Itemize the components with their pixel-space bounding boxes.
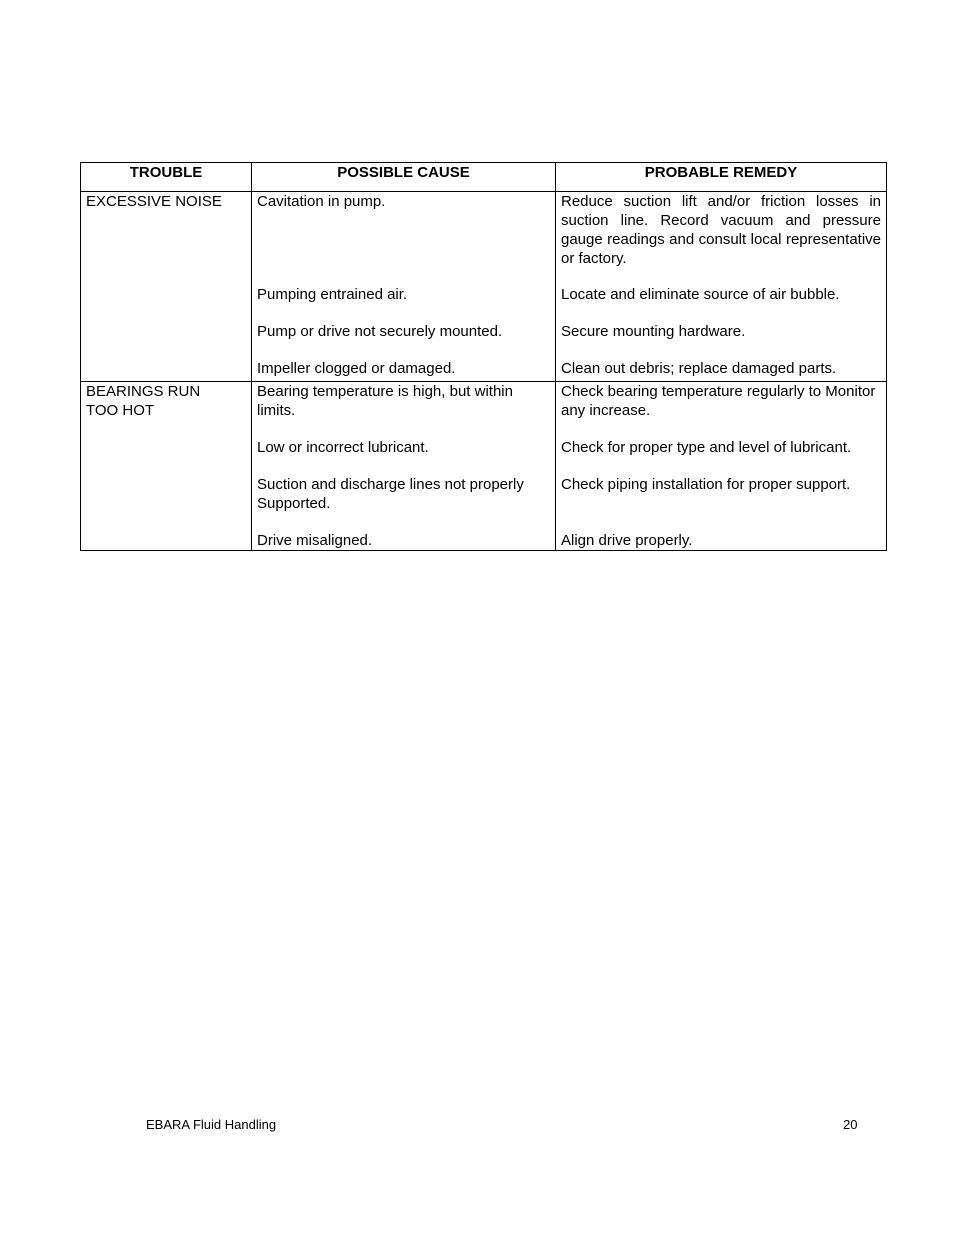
cause-item: Pumping entrained air.	[257, 286, 408, 303]
cause-cell	[252, 382, 556, 551]
table-row	[81, 192, 887, 382]
remedy-item: Locate and eliminate source of air bubble.	[561, 286, 840, 303]
cause-item: Bearing temperature is high, but within limits.	[257, 383, 513, 419]
remedy-item: Reduce suction lift and/or friction losses in suction line. Record vacuum and pressure gauge readings and consult local representative or factory.	[561, 193, 881, 267]
cause-cell	[252, 192, 556, 382]
table-row	[81, 382, 887, 551]
header-probable-remedy: PROBABLE REMEDY	[556, 163, 887, 192]
troubleshooting-table	[80, 162, 887, 551]
trouble-label: EXCESSIVE NOISE	[86, 193, 222, 210]
header-possible-cause: POSSIBLE CAUSE	[252, 163, 556, 192]
remedy-item: Check bearing temperature regularly to Monitor any increase.	[561, 383, 876, 419]
trouble-cell	[81, 382, 252, 551]
remedy-item: Clean out debris; replace damaged parts.	[561, 360, 837, 377]
cause-item: Cavitation in pump.	[257, 193, 386, 210]
cause-item: Impeller clogged or damaged.	[257, 360, 456, 377]
trouble-cell	[81, 192, 252, 382]
remedy-cell	[556, 382, 887, 551]
remedy-item: Align drive properly.	[561, 532, 693, 549]
footer-page-number: 20	[843, 1117, 858, 1132]
remedy-item: Secure mounting hardware.	[561, 323, 746, 340]
cause-item: Drive misaligned.	[257, 532, 373, 549]
footer-company: EBARA Fluid Handling	[146, 1117, 277, 1132]
remedy-item: Check for proper type and level of lubricant.	[561, 439, 852, 456]
cause-item: Suction and discharge lines not properly Supported.	[257, 476, 524, 512]
header-trouble: TROUBLE	[81, 163, 252, 192]
table-header-row	[81, 163, 887, 192]
remedy-item: Check piping installation for proper support.	[561, 476, 851, 493]
cause-item: Pump or drive not securely mounted.	[257, 323, 503, 340]
cause-item: Low or incorrect lubricant.	[257, 439, 429, 456]
trouble-label: BEARINGS RUN TOO HOT	[86, 383, 201, 419]
remedy-cell	[556, 192, 887, 382]
